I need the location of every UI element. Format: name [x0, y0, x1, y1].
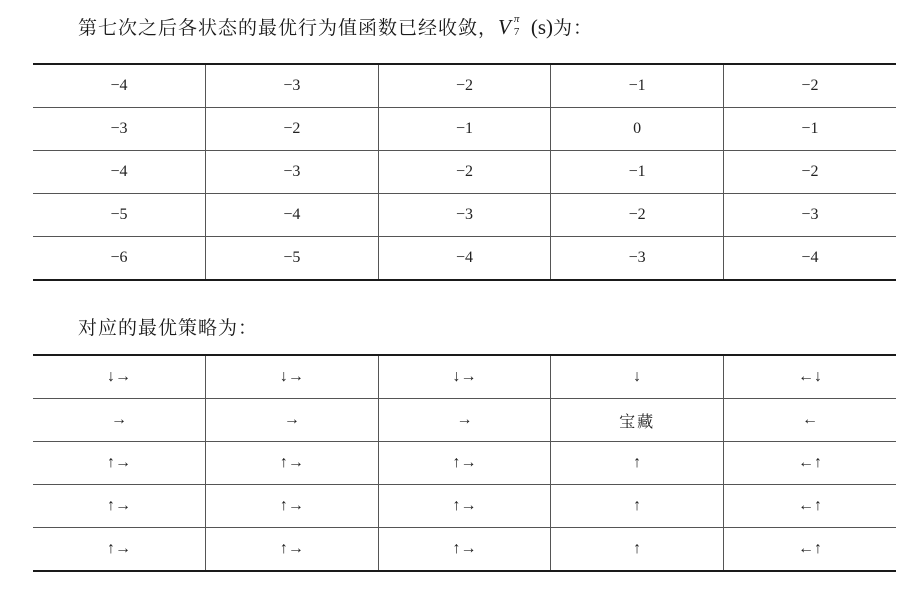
policy-cell: → — [378, 399, 551, 442]
value-row — [33, 64, 896, 108]
value-cell: −2 — [723, 151, 896, 194]
policy-row — [33, 355, 896, 399]
value-cell: −1 — [551, 151, 724, 194]
value-row — [33, 194, 896, 237]
policy-cell: ↑→ — [33, 528, 206, 572]
policy-cell: ↑→ — [378, 442, 551, 485]
policy-cell: ↑→ — [378, 485, 551, 528]
value-cell: −3 — [206, 151, 379, 194]
value-cell: −1 — [551, 64, 724, 108]
value-cell: −5 — [33, 194, 206, 237]
value-cell: −6 — [33, 237, 206, 281]
value-cell: −2 — [378, 64, 551, 108]
value-row — [33, 151, 896, 194]
policy-cell: ↑→ — [378, 528, 551, 572]
value-cell: −3 — [723, 194, 896, 237]
policy-cell: ↑ — [551, 442, 724, 485]
value-cell: −4 — [723, 237, 896, 281]
policy-cell: ↑→ — [33, 485, 206, 528]
policy-cell: 宝藏 — [551, 399, 724, 442]
value-cell: −3 — [33, 108, 206, 151]
value-cell: −3 — [378, 194, 551, 237]
policy-cell: ↑ — [551, 528, 724, 572]
policy-cell: ←↑ — [723, 442, 896, 485]
policy-cell: ↓→ — [378, 355, 551, 399]
value-cell: −2 — [551, 194, 724, 237]
policy-row — [33, 528, 896, 572]
policy-cell: ←↑ — [723, 485, 896, 528]
value-function-table — [33, 63, 896, 281]
value-function-symbol: V π 7 (s) — [498, 13, 554, 39]
value-cell: −4 — [378, 237, 551, 281]
value-cell: −3 — [206, 64, 379, 108]
policy-row — [33, 442, 896, 485]
value-cell: −2 — [378, 151, 551, 194]
policy-cell: → — [33, 399, 206, 442]
value-cell: −4 — [33, 151, 206, 194]
intro-paragraph — [78, 13, 593, 40]
policy-cell: ←↓ — [723, 355, 896, 399]
optimal-policy-table — [33, 354, 896, 572]
value-row — [33, 108, 896, 151]
value-cell: −3 — [551, 237, 724, 281]
value-cell: −2 — [206, 108, 379, 151]
value-cell: −5 — [206, 237, 379, 281]
policy-cell: ↑→ — [206, 485, 379, 528]
policy-row — [33, 399, 896, 442]
value-cell: 0 — [551, 108, 724, 151]
intro-text-before: 第七次之后各状态的最优行为值函数已经收敛， — [78, 17, 499, 39]
policy-cell: ↓→ — [206, 355, 379, 399]
policy-cell: ↑→ — [206, 442, 379, 485]
intro-text-after: 为： — [553, 17, 594, 39]
policy-cell: ←↑ — [723, 528, 896, 572]
value-cell: −4 — [110, 77, 128, 94]
value-cell: −1 — [378, 108, 551, 151]
policy-cell: → — [206, 399, 379, 442]
value-cell: −2 — [723, 64, 896, 108]
policy-cell: ↑ — [551, 485, 724, 528]
value-row — [33, 237, 896, 281]
policy-cell: ↓→ — [107, 368, 132, 385]
policy-cell: ↑→ — [206, 528, 379, 572]
policy-row — [33, 485, 896, 528]
policy-cell: ↑→ — [33, 442, 206, 485]
policy-cell: ↓ — [551, 355, 724, 399]
value-cell: −4 — [206, 194, 379, 237]
policy-cell: ← — [723, 399, 896, 442]
value-cell: −1 — [723, 108, 896, 151]
policy-intro-paragraph: 对应的最优策略为： — [78, 317, 259, 339]
